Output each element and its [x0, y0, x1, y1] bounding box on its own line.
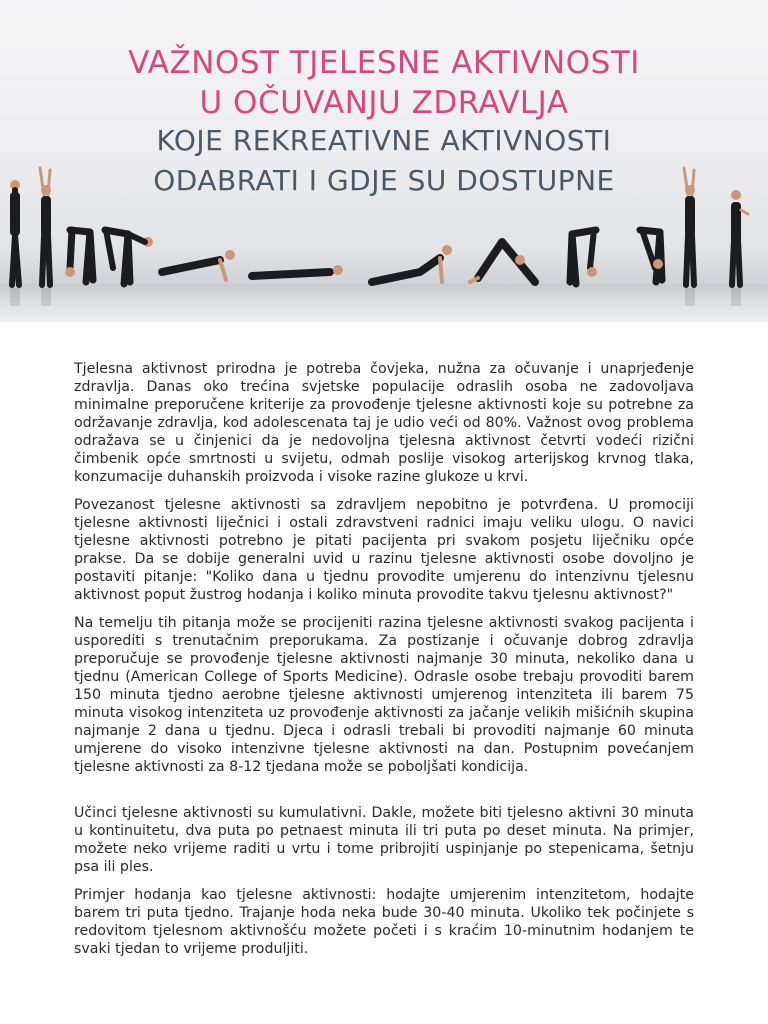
paragraph: Povezanost tjelesne aktivnosti sa zdravljem nepobitno je potvrđena. U promociji tjelesne aktivnosti liječnici i ostali zdravstveni radnici imaju veliku ulogu. O navici tjelesne aktivnosti potrebno je pitati pacijenta pri svakom posjetu liječniku opće prakse. Da se dobije generalni uvid u razinu tjelesne aktivnosti osobe dovoljno je postaviti pitanje: "Koliko dana u tjednu provodite umjerenu do intenzivnu tjelesnu aktivnost poput žustrog hodanja i koliko minuta provodite takvu tjelesnu aktivnost?" — [74, 497, 694, 603]
paragraph: Učinci tjelesne aktivnosti su kumulativni. Dakle, možete biti tjelesno aktivni 30 minuta u kontinuitetu, dva puta po petnaest minuta ili tri puta po deset minuta. Na primjer, možete neko vrijeme raditi u vrtu i tome pribrojiti uspinjanje po stepenicama, šetnju psa ili ples. — [74, 805, 694, 875]
paragraph: Na temelju tih pitanja može se procijeniti razina tjelesne aktivnosti svakog pacijenta i usporediti s trenutačnim preporukama. Za postizanje i očuvanje dobrog zdravlja preporučuje se provođenje tjelesne aktivnosti najmanje 30 minuta, nekoliko dana u tjednu (American College of Sports Medicine). Odrasle osobe trebaju provoditi barem 150 minuta tjedno aerobne tjelesne aktivnosti umjerenog intenziteta ili barem 75 minuta visokog intenziteta uz provođenje aktivnosti za jačanje velikih mišićnih skupina najmanje 2 dana u tjednu. Djeca i odrasli trebali bi provoditi najmanje 60 minuta umjerene do visoko intenzivne tjelesne aktivnosti na dan. Postupnim povećanjem tjelesne aktivnosti za 8-12 tjedana može se poboljšati kondicija. — [74, 615, 694, 775]
figure-half-lift-icon — [105, 230, 153, 284]
figure-half-lift-2-icon — [570, 230, 597, 284]
figure-standing-icon — [10, 180, 20, 285]
paragraph: Primjer hodanja kao tjelesne aktivnosti: hodajte umjerenim intenzitetom, hodajte barem tri puta tjedno. Trajanje hoda neka bude 30-40 minuta. Ukoliko tek počinjete s redovitom tjelesnom aktivnošću možete početi i s kraćim 10-minutnim hodanjem te svaki tjedan to vrijeme produljiti. — [74, 887, 694, 957]
figure-standing-prayer-icon — [731, 190, 748, 285]
figure-upward-dog-icon — [372, 245, 452, 282]
figure-forward-fold-2-icon — [640, 230, 663, 282]
figure-chaturanga-icon — [252, 265, 343, 276]
page-subtitle-line1: KOJE REKREATIVNE AKTIVNOSTI — [156, 124, 612, 157]
article-body — [74, 360, 694, 968]
page-title-line2: U OČUVANJU ZDRAVLJA — [199, 85, 569, 121]
figure-plank-icon — [162, 250, 235, 280]
paragraph: Tjelesna aktivnost prirodna je potreba čovjeka, nužna za očuvanje i unaprjeđenje zdravlja. Danas oko trećina svjetske populacije odraslih osoba ne zadovoljava minimalne preporučene kriterije za provođenje tjelesne aktivnosti koje su potrebne za održavanje zdravlja, kod adolescenata taj je udio veći od 80%. Važnost ovog problema odražava se u činjenici da je nedovoljna tjelesna aktivnost četvrti vodeći rizični čimbenik opće smrtnosti u svijetu, odmah poslije visokog arterijskog krvnog tlaka, konzumacije duhanskih proizvoda i visoke razine glukoze u krvi. — [74, 361, 694, 485]
figure-forward-fold-icon — [65, 230, 93, 282]
figure-downward-dog-icon — [470, 242, 535, 282]
page-subtitle-line2: ODABRATI I GDJE SU DOSTUPNE — [153, 164, 615, 197]
hero-banner — [0, 0, 768, 322]
page-title-line1: VAŽNOST TJELESNE AKTIVNOSTI — [128, 45, 640, 81]
